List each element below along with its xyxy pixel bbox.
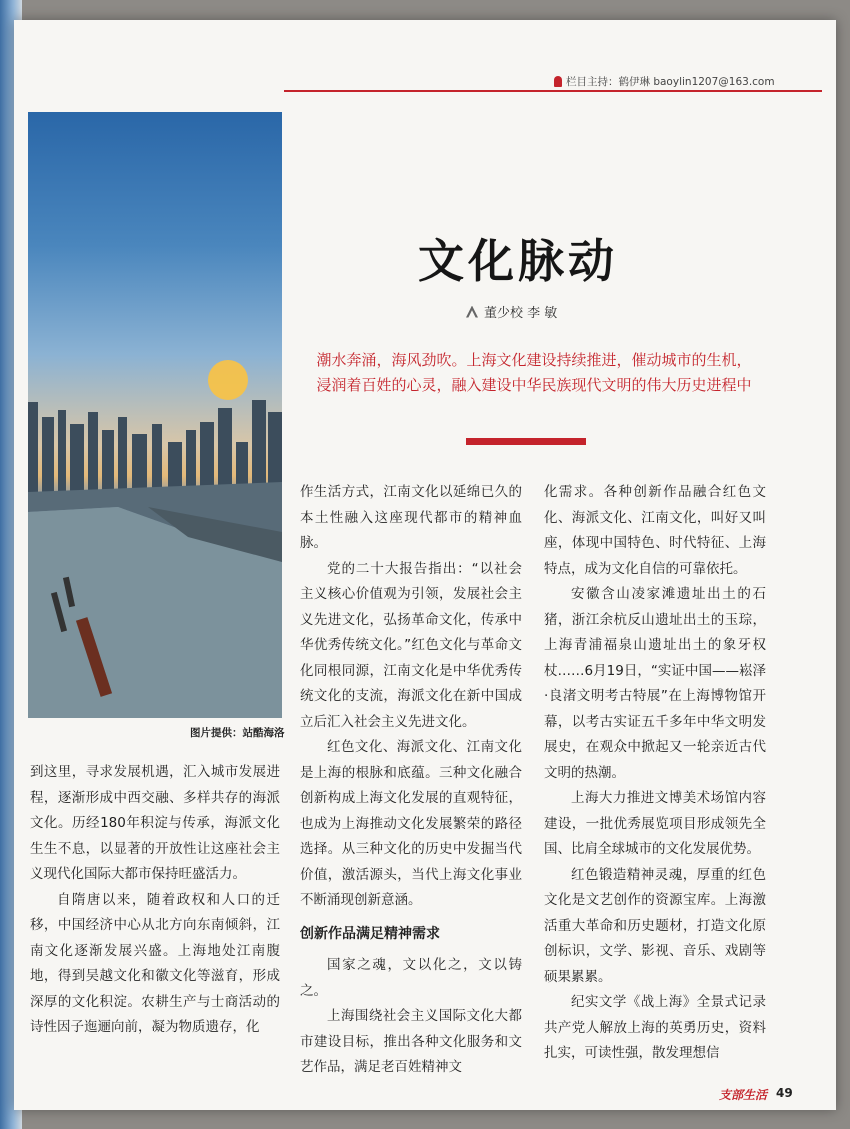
text-column-right [544, 480, 766, 1067]
paragraph: 自隋唐以来，随着政权和人口的迁移，中国经济中心从北方向东南倾斜，江南文化逐渐发展兴盛。上海地处江南腹地，得到吴越文化和徽文化等滋育，形成深厚的文化积淀。农耕生产与士商活动的诗性因子迤逦向前，凝为物质遗存，化 [30, 891, 280, 1035]
paragraph: 红色锻造精神灵魂，厚重的红色文化是文艺创作的资源宝库。上海激活重大革命和历史题材，打造文化原创标识，文学、影视、音乐、戏剧等硕果累累。 [544, 866, 766, 985]
text-column-left [30, 760, 280, 1041]
person-icon [554, 76, 562, 87]
paragraph: 上海大力推进文博美术场馆内容建设，一批优秀展览项目形成领先全国、比肩全球城市的文化发展优势。 [544, 790, 766, 857]
column-host-text: 栏目主持：鹤伊琳 baoylin1207@163.com [566, 76, 775, 88]
city-skyline-photo [28, 112, 282, 718]
article-title: 文化脉动 [418, 234, 618, 288]
paragraph: 作生活方式，江南文化以延绵已久的本土性融入这座现代都市的精神血脉。 [300, 484, 522, 551]
paragraph: 安徽含山凌家滩遗址出土的石猪，浙江余杭反山遗址出土的玉琮，上海青浦福泉山遗址出土的象牙权杖……6月19日，“实证中国——崧泽·良渚文明考古特展”在上海博物馆开幕，以考古实证五千多年中华文明发展史，在观众中掀起又一轮亲近古代文明的热潮。 [544, 586, 766, 781]
article-authors [466, 302, 557, 321]
page-number: 49 [776, 1086, 793, 1100]
text-column-middle [300, 480, 522, 1081]
paragraph: 上海围绕社会主义国际文化大都市建设目标，推出各种文化服务和文艺作品，满足老百姓精神文 [300, 1008, 522, 1075]
lede-divider [466, 438, 586, 445]
paragraph: 纪实文学《战上海》全景式记录共产党人解放上海的英勇历史，资料扎实，可读性强，散发理想信 [544, 994, 766, 1061]
paragraph: 化需求。各种创新作品融合红色文化、海派文化、江南文化，叫好又叫座，体现中国特色、时代特征、上海特点，成为文化自信的可靠依托。 [544, 484, 766, 577]
paragraph: 到这里，寻求发展机遇，汇入城市发展进程，逐渐形成中西交融、多样共存的海派文化。历经180年积淀与传承，海派文化生生不息，以显著的开放性让这座社会主义现代化国际大都市保持旺盛活力。 [30, 764, 280, 882]
photo-credit: 图片提供：站酷海洛 [190, 727, 285, 739]
paragraph: 党的二十大报告指出：“以社会主义核心价值观为引领，发展社会主义先进文化，弘扬革命文化，传承中华优秀传统文化。”红色文化与革命文化同根同源，江南文化是中华优秀传统文化的支流，海派文化在新中国成立后汇入社会主义先进文化。 [300, 560, 522, 730]
authors-text: 董少校 李 敏 [484, 306, 558, 321]
section-heading: 创新作品满足精神需求 [300, 925, 440, 942]
magazine-logo: 支部生活 [719, 1088, 768, 1102]
magazine-page [14, 20, 836, 1110]
article-lede: 潮水奔涌，海风劲吹。上海文化建设持续推进，催动城市的生机，浸润着百姓的心灵，融入建设中华民族现代文明的伟大历史进程中 [316, 351, 752, 394]
paragraph: 国家之魂，文以化之，文以铸之。 [300, 957, 522, 999]
paragraph: 红色文化、海派文化、江南文化是上海的根脉和底蕴。三种文化融合创新构成上海文化发展的直观特征，也成为上海推动文化发展繁荣的路径选择。从三种文化的历史中发掘当代价值，激活源头，当代上海文化事业不断涌现创新意涵。 [300, 739, 522, 908]
skyline-illustration [28, 112, 282, 718]
header-rule [284, 90, 822, 92]
byline-icon [466, 306, 478, 318]
column-host-header [554, 74, 775, 89]
